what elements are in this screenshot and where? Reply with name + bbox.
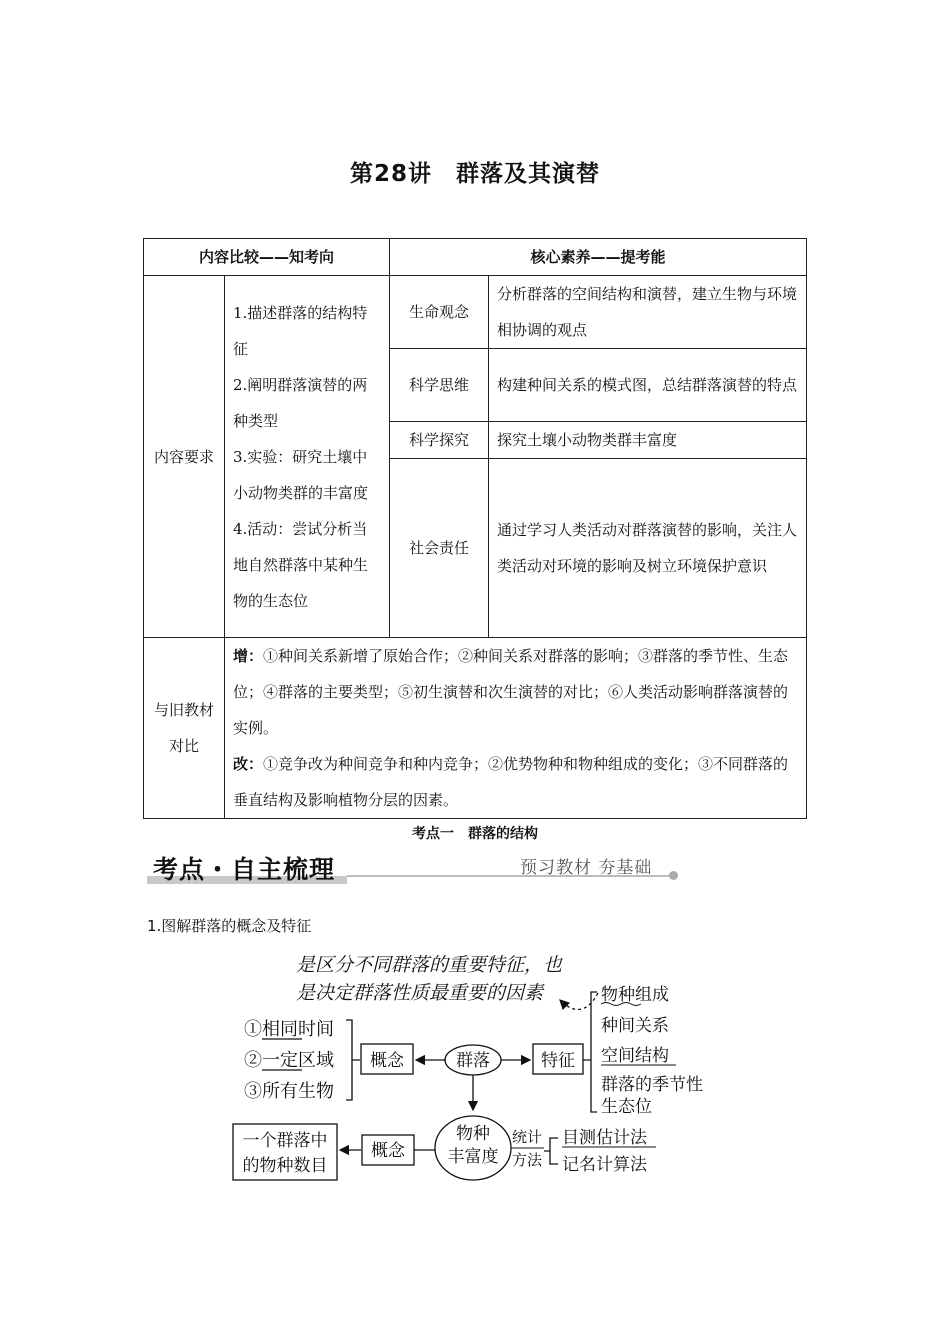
page-title: 第28讲 群落及其演替 <box>349 161 600 187</box>
literacy-desc: 构建种间关系的模式图，总结群落演替的特点 <box>489 349 807 422</box>
add-text: ①种间关系新增了原始合作；②种间关系对群落的影响；③群落的季节性、生态位；④群落的主要类型；⑤初生演替和次生演替的对比；⑥人类活动影响群落演替的实例。 <box>233 647 789 737</box>
method-label-1: 统计 <box>512 1128 543 1146</box>
note-line-2: 是决定群落性质最重要的因素 <box>296 982 544 1004</box>
add-paragraph <box>233 638 798 746</box>
richness-line-1: 物种 <box>456 1124 490 1144</box>
feature-bracket <box>583 992 597 1112</box>
feature-item: 物种组成 <box>601 985 669 1005</box>
literacy-desc: 探究土壤小动物类群丰富度 <box>489 422 807 459</box>
feature-item: 群落的季节性 <box>601 1075 703 1095</box>
feature-item: 空间结构 <box>601 1046 669 1066</box>
section-heading: 1.图解群落的概念及特征 <box>147 917 312 935</box>
header-left: 内容比较——知考向 <box>144 239 390 276</box>
banner-title: 考点・自主梳理 <box>153 855 336 884</box>
method-item: 目测估计法 <box>562 1128 647 1148</box>
feature-item: 种间关系 <box>601 1016 669 1036</box>
row-label-comparison: 与旧教材对比 <box>144 638 225 819</box>
literacy-name: 社会责任 <box>390 459 489 638</box>
concept-label: 概念 <box>370 1051 404 1071</box>
requirement-item: 4.活动：尝试分析当地自然群落中某种生物的生态位 <box>233 519 369 610</box>
literacy-desc: 通过学习人类活动对群落演替的影响，关注人类活动对环境的影响及树立环境保护意识 <box>489 459 807 638</box>
row-label-requirements: 内容要求 <box>144 276 225 638</box>
definition-line-1: 一个群落中 <box>242 1131 328 1151</box>
note-line-1: 是区分不同群落的重要特征，也 <box>296 954 563 976</box>
comparison-table <box>143 238 807 819</box>
method-bracket <box>544 1138 558 1164</box>
concept-label-2: 概念 <box>371 1141 405 1161</box>
literacy-name: 生命观念 <box>390 276 489 349</box>
add-label: 增： <box>233 647 264 665</box>
literacy-desc: 分析群落的空间结构和演替，建立生物与环境相协调的观点 <box>489 276 807 349</box>
banner-dot <box>669 871 678 880</box>
literacy-name: 科学思维 <box>390 349 489 422</box>
note-arrow <box>560 993 598 1009</box>
section-banner <box>147 850 687 890</box>
concept-item: ③所有生物 <box>244 1081 334 1102</box>
community-concept-diagram <box>0 940 950 1200</box>
method-item: 记名计算法 <box>562 1155 647 1175</box>
banner-side: 预习教材 夯基础 <box>520 858 653 878</box>
change-label: 改： <box>233 755 264 773</box>
literacy-name: 科学探究 <box>390 422 489 459</box>
concept-item: ②一定区域 <box>244 1050 334 1071</box>
section-subtitle: 考点一 群落的结构 <box>412 826 538 842</box>
definition-line-2: 的物种数目 <box>242 1156 328 1176</box>
requirement-item: 1.描述群落的结构特征 <box>233 303 368 358</box>
richness-line-2: 丰富度 <box>447 1147 499 1167</box>
feature-label: 特征 <box>541 1051 575 1071</box>
header-right: 核心素养——提考能 <box>390 239 807 276</box>
requirement-item: 3.实验：研究土壤中小动物类群的丰富度 <box>233 447 369 502</box>
requirements-cell <box>225 276 390 638</box>
change-paragraph <box>233 746 798 818</box>
comparison-cell <box>225 638 807 819</box>
change-text: ①竞争改为种间竞争和种内竞争；②优势物种和物种组成的变化；③不同群落的垂直结构及影响植物分层的因素。 <box>233 755 789 809</box>
center-label: 群落 <box>456 1051 490 1071</box>
concept-item: ①相同时间 <box>244 1019 334 1040</box>
method-label-2: 方法 <box>512 1151 543 1169</box>
concept-bracket <box>346 1020 360 1100</box>
requirement-item: 2.阐明群落演替的两种类型 <box>233 375 368 430</box>
feature-item: 生态位 <box>601 1097 652 1117</box>
